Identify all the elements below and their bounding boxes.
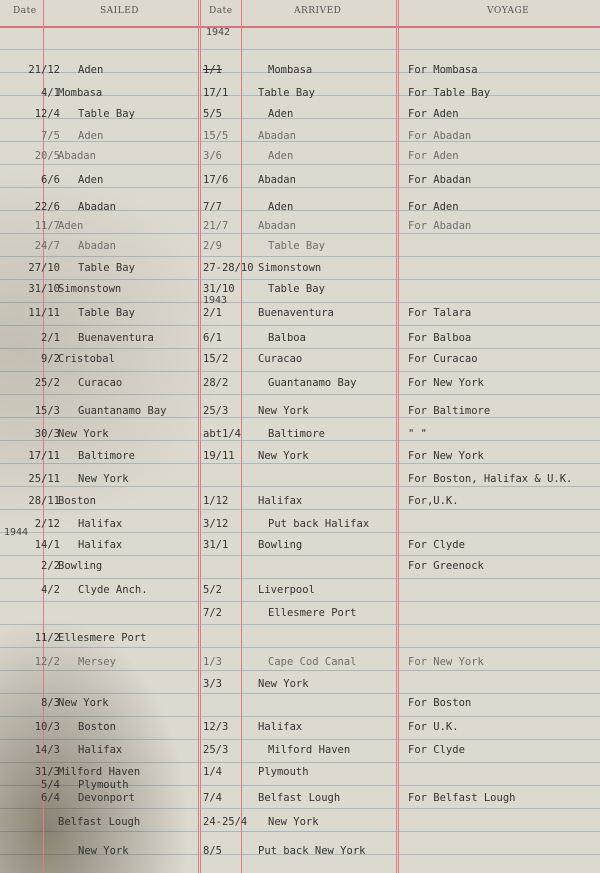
arrived-port: Aden xyxy=(268,150,294,162)
arrived-date: 17/1 xyxy=(203,87,229,99)
arrived-date: 12/3 xyxy=(203,721,229,733)
column-header-row xyxy=(0,0,600,28)
sailed-date: 2/1 xyxy=(41,332,60,344)
sailed-date: 31/10 xyxy=(28,283,60,295)
voyage-note: For Belfast Lough xyxy=(408,792,516,804)
arrived-date: 5/5 xyxy=(203,108,222,120)
sailed-port: Mombasa xyxy=(58,87,103,99)
sailed-port: Milford Haven xyxy=(58,766,141,778)
sailed-port: Table Bay xyxy=(78,307,135,319)
sailed-date: 4/1 xyxy=(41,87,60,99)
sailed-port: Abadan xyxy=(78,240,116,252)
voyage-note: For Baltimore xyxy=(408,405,491,417)
arrived-date: abt1/4 xyxy=(203,428,241,440)
voyage-note: For Aden xyxy=(408,201,459,213)
sailed-port: Abadan xyxy=(58,150,96,162)
voyage-note: For,U.K. xyxy=(408,495,459,507)
arrived-port: Curacao xyxy=(258,353,303,365)
arrived-date: 3/3 xyxy=(203,678,222,690)
arrived-port: Belfast Lough xyxy=(258,792,341,804)
sailed-date: 14/1 xyxy=(34,539,60,551)
sailed-port: Aden xyxy=(58,220,84,232)
sailed-date: 2/12 xyxy=(34,518,60,530)
arrived-date: 3/6 xyxy=(203,150,222,162)
sailed-port: Boston xyxy=(58,495,96,507)
year-marker: 1944 xyxy=(4,527,29,538)
arrived-date: 28/2 xyxy=(203,377,229,389)
sailed-port: Boston xyxy=(78,721,116,733)
arrived-port: Guantanamo Bay xyxy=(268,377,357,389)
sailed-date: 4/2 xyxy=(41,584,60,596)
arrived-date: 15/5 xyxy=(203,130,229,142)
arrived-date: 1/12 xyxy=(203,495,229,507)
arrived-port: Mombasa xyxy=(268,64,313,76)
sailed-date: 11/11 xyxy=(28,307,60,319)
sailed-port: Abadan xyxy=(78,201,116,213)
arrived-date: 24-25/4 xyxy=(203,816,248,828)
voyage-note: For Clyde xyxy=(408,539,465,551)
arrived-date: 7/7 xyxy=(203,201,222,213)
column-rule xyxy=(241,0,242,873)
voyage-note: For Talara xyxy=(408,307,472,319)
year-marker: 1942 xyxy=(206,27,231,38)
voyage-note: For Aden xyxy=(408,150,459,162)
arrived-port: Cape Cod Canal xyxy=(268,656,357,668)
sailed-port: New York xyxy=(78,473,129,485)
voyage-note: For Clyde xyxy=(408,744,465,756)
arrived-port: Put back Halifax xyxy=(268,518,370,530)
arrived-date: 27-28/10 xyxy=(203,262,254,274)
arrived-port: Bowling xyxy=(258,539,303,551)
sailed-port: Aden xyxy=(78,174,104,186)
voyage-note: For Abadan xyxy=(408,220,472,232)
sailed-date: 22/6 xyxy=(34,201,60,213)
sailed-date: 9/2 xyxy=(41,353,60,365)
arrived-port: New York xyxy=(268,816,319,828)
sailed-port: Buenaventura xyxy=(78,332,154,344)
arrived-date: 7/2 xyxy=(203,607,222,619)
arrived-date: 19/11 xyxy=(203,450,235,462)
voyage-note: For U.K. xyxy=(408,721,459,733)
sailed-port: Ellesmere Port xyxy=(58,632,147,644)
sailed-date: 20/5 xyxy=(34,150,60,162)
arrived-date: 6/1 xyxy=(203,332,222,344)
arrived-port: New York xyxy=(258,405,309,417)
arrived-date: 8/5 xyxy=(203,845,222,857)
sailed-date: 12/4 xyxy=(34,108,60,120)
sailed-port: Clyde Anch. xyxy=(78,584,148,596)
arrived-port: Simonstown xyxy=(258,262,322,274)
sailed-date: 6/6 xyxy=(41,174,60,186)
arrived-port: Put back New York xyxy=(258,845,366,857)
arrived-port: Baltimore xyxy=(268,428,325,440)
arrived-date: 25/3 xyxy=(203,744,229,756)
sailed-port: Halifax xyxy=(78,539,123,551)
arrived-port: Table Bay xyxy=(268,240,325,252)
arrived-date: 1/1 xyxy=(203,64,222,76)
sailed-port: Bowling xyxy=(58,560,103,572)
sailed-port: Halifax xyxy=(78,744,123,756)
voyage-note: For Abadan xyxy=(408,174,472,186)
sailed-port: Baltimore xyxy=(78,450,135,462)
sailed-port: New York xyxy=(58,697,109,709)
header-sailed: SAILED xyxy=(100,6,139,16)
arrived-date: 1/4 xyxy=(203,766,222,778)
arrived-port: Aden xyxy=(268,201,294,213)
column-rule xyxy=(396,0,399,873)
arrived-port: Milford Haven xyxy=(268,744,351,756)
arrived-port: Ellesmere Port xyxy=(268,607,357,619)
sailed-port: Belfast Lough xyxy=(58,816,141,828)
sailed-date: 27/10 xyxy=(28,262,60,274)
sailed-port: Simonstown xyxy=(58,283,122,295)
sailed-date: 8/3 xyxy=(41,697,60,709)
arrived-port: Abadan xyxy=(258,130,296,142)
arrived-port: Liverpool xyxy=(258,584,315,596)
voyage-note: For Mombasa xyxy=(408,64,478,76)
arrived-port: Halifax xyxy=(258,495,303,507)
voyage-note: For Abadan xyxy=(408,130,472,142)
sailed-date: 25/2 xyxy=(34,377,60,389)
arrived-port: Table Bay xyxy=(258,87,315,99)
header-arrived: ARRIVED xyxy=(294,6,342,16)
arrived-port: Buenaventura xyxy=(258,307,334,319)
arrived-port: Balboa xyxy=(268,332,306,344)
voyage-note: For Curacao xyxy=(408,353,478,365)
arrived-port: New York xyxy=(258,450,309,462)
arrived-port: Plymouth xyxy=(258,766,309,778)
voyage-note: For Boston xyxy=(408,697,472,709)
sailed-date: 15/3 xyxy=(34,405,60,417)
sailed-port: Cristobal xyxy=(58,353,115,365)
arrived-date: 2/9 xyxy=(203,240,222,252)
sailed-port: Table Bay xyxy=(78,108,135,120)
sailed-date: 10/3 xyxy=(34,721,60,733)
arrived-date: 7/4 xyxy=(203,792,222,804)
sailed-port: Aden xyxy=(78,130,104,142)
arrived-date: 31/1 xyxy=(203,539,229,551)
arrived-port: Aden xyxy=(268,108,294,120)
header-date-arrived: Date xyxy=(209,6,233,16)
sailed-port: Devonport xyxy=(78,792,135,804)
voyage-note: For Table Bay xyxy=(408,87,491,99)
sailed-date: 5/4 xyxy=(41,779,60,791)
voyage-note: For New York xyxy=(408,450,484,462)
sailed-date: 11/2 xyxy=(34,632,60,644)
sailed-date: 2/2 xyxy=(41,560,60,572)
sailed-port: Guantanamo Bay xyxy=(78,405,167,417)
arrived-port: Abadan xyxy=(258,174,296,186)
sailed-date: 17/11 xyxy=(28,450,60,462)
sailed-date: 6/4 xyxy=(41,792,60,804)
arrived-date: 5/2 xyxy=(203,584,222,596)
sailed-date: 24/7 xyxy=(34,240,60,252)
voyage-note: " " xyxy=(408,428,427,440)
sailed-date: 12/2 xyxy=(34,656,60,668)
sailed-port: Mersey xyxy=(78,656,116,668)
sailed-date: 30/3 xyxy=(34,428,60,440)
sailed-port: Table Bay xyxy=(78,262,135,274)
arrived-date: 3/12 xyxy=(203,518,229,530)
sailed-port: New York xyxy=(78,845,129,857)
sailed-date: 11/7 xyxy=(34,220,60,232)
header-date-sailed: Date xyxy=(13,6,37,16)
voyage-note: For Balboa xyxy=(408,332,472,344)
arrived-date: 21/7 xyxy=(203,220,229,232)
sailed-date: 31/3 xyxy=(34,766,60,778)
sailed-port: New York xyxy=(58,428,109,440)
sailed-date: 21/12 xyxy=(28,64,60,76)
voyage-note: For New York xyxy=(408,656,484,668)
sailed-date: 28/11 xyxy=(28,495,60,507)
arrived-port: Halifax xyxy=(258,721,303,733)
arrived-date: 15/2 xyxy=(203,353,229,365)
arrived-port: Table Bay xyxy=(268,283,325,295)
voyage-note: For New York xyxy=(408,377,484,389)
arrived-date: 31/10 xyxy=(203,283,235,295)
column-rule xyxy=(198,0,201,873)
arrived-port: New York xyxy=(258,678,309,690)
sailed-port: Halifax xyxy=(78,518,123,530)
sailed-date: 7/5 xyxy=(41,130,60,142)
voyage-note: For Boston, Halifax & U.K. xyxy=(408,473,573,485)
sailed-date: 25/11 xyxy=(28,473,60,485)
sailed-port: Curacao xyxy=(78,377,123,389)
arrived-date: 17/6 xyxy=(203,174,229,186)
arrived-port: Abadan xyxy=(258,220,296,232)
header-voyage: VOYAGE xyxy=(487,6,530,16)
arrived-date: 25/3 xyxy=(203,405,229,417)
sailed-date: 14/3 xyxy=(34,744,60,756)
voyage-note: For Greenock xyxy=(408,560,484,572)
arrived-date: 1/3 xyxy=(203,656,222,668)
voyage-note: For Aden xyxy=(408,108,459,120)
arrived-date: 2/1 xyxy=(203,307,222,319)
sailed-port: Plymouth xyxy=(78,779,129,791)
sailed-port: Aden xyxy=(78,64,104,76)
year-marker: 1943 xyxy=(203,295,228,306)
